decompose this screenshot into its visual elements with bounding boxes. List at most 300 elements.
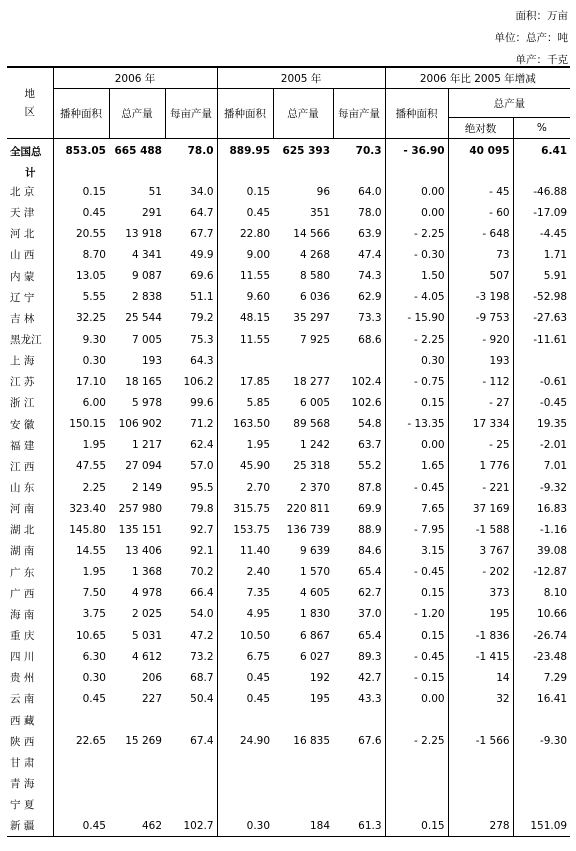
cell-dt: - 202 xyxy=(448,562,513,583)
cell-dp: 19.35 xyxy=(513,414,570,435)
cell-dp: -9.32 xyxy=(513,477,570,498)
cell-da xyxy=(385,773,448,794)
cell-dp: -0.61 xyxy=(513,371,570,392)
table-row xyxy=(7,731,570,752)
cell-da: 0.30 xyxy=(385,350,448,371)
cell-dt: - 648 xyxy=(448,223,513,244)
cell-y06 xyxy=(165,752,217,773)
cell-dp: -11.61 xyxy=(513,329,570,350)
cell-t06: 4 978 xyxy=(131,587,162,600)
cell-a06: 853.05 xyxy=(53,139,109,164)
cell-y06: 79.2 xyxy=(190,312,214,325)
empty-cell xyxy=(513,163,570,181)
cell-t05: 35 297 xyxy=(293,312,331,325)
cell-a06: 10.65 xyxy=(53,625,109,646)
cell-dt: - 25 xyxy=(448,435,513,456)
region-name: 湖 南 xyxy=(10,545,35,558)
region-name: 广 西 xyxy=(10,587,35,600)
cell-y05: 70.3 xyxy=(355,145,382,157)
cell-t06: 106 902 xyxy=(118,418,162,431)
region-name: 辽 宁 xyxy=(10,291,35,304)
cell-da: 0.15 xyxy=(385,625,448,646)
cell-a05: 11.40 xyxy=(217,540,273,561)
cell-a05: 7.35 xyxy=(217,583,273,604)
cell-a05: 11.55 xyxy=(217,329,273,350)
cell-da: - 0.15 xyxy=(385,667,448,688)
empty-cell xyxy=(109,163,165,181)
cell-dt: 3 767 xyxy=(448,540,513,561)
table-row xyxy=(7,604,570,625)
cell-a05: 4.95 xyxy=(217,604,273,625)
table-row xyxy=(7,710,570,731)
cell-t05: 4 268 xyxy=(299,248,331,261)
sown-area-2006-header: 播种面积 xyxy=(53,89,109,139)
table-row xyxy=(7,646,570,667)
region-name: 浙 江 xyxy=(10,397,35,410)
table-row xyxy=(7,308,570,329)
cell-dp: 151.09 xyxy=(513,815,570,837)
cell-da: 7.65 xyxy=(385,498,448,519)
cell-a05: 5.85 xyxy=(217,392,273,413)
cell-t05: 195 xyxy=(309,692,331,705)
cell-t05: 351 xyxy=(309,206,331,219)
cell-a06: 32.25 xyxy=(53,308,109,329)
cell-y06: 68.7 xyxy=(190,671,214,684)
region-name: 云 南 xyxy=(10,693,35,706)
cell-da: - 15.90 xyxy=(385,308,448,329)
region-name: 陕 西 xyxy=(10,735,35,748)
cell-dp: 39.08 xyxy=(513,540,570,561)
cell-da: - 7.95 xyxy=(385,519,448,540)
cell-y06: 71.2 xyxy=(190,418,214,431)
empty-cell xyxy=(53,163,109,181)
cell-dt: - 27 xyxy=(448,392,513,413)
cell-y05 xyxy=(333,710,385,731)
cell-a05: 11.55 xyxy=(217,266,273,287)
table-row xyxy=(7,667,570,688)
cell-t06: 193 xyxy=(141,354,162,367)
empty-cell xyxy=(448,163,513,181)
cell-dp: 16.41 xyxy=(513,688,570,709)
cell-dp xyxy=(513,773,570,794)
cell-da: 0.00 xyxy=(385,181,448,202)
cell-t05: 8 580 xyxy=(299,270,331,283)
cell-y05: 37.0 xyxy=(358,608,382,621)
cell-a06: 0.30 xyxy=(53,667,109,688)
cell-a06: 5.55 xyxy=(53,287,109,308)
cell-da: - 0.45 xyxy=(385,562,448,583)
cell-t06: 2 149 xyxy=(131,481,162,494)
cell-a06: 2.25 xyxy=(53,477,109,498)
cell-t05: 192 xyxy=(309,671,331,684)
table-row xyxy=(7,477,570,498)
cell-t06: 257 980 xyxy=(118,502,162,515)
unit-yield: 单产：千克 xyxy=(515,54,568,66)
cell-da: - 4.05 xyxy=(385,287,448,308)
empty-cell xyxy=(273,163,333,181)
cell-t05: 136 739 xyxy=(286,523,331,536)
table-body xyxy=(7,139,570,837)
cell-y06 xyxy=(165,710,217,731)
cell-y06: 92.1 xyxy=(190,544,214,557)
cell-da: 0.15 xyxy=(385,392,448,413)
cell-a05: 0.45 xyxy=(217,202,273,223)
cell-t06: 462 xyxy=(109,815,165,837)
cell-a05: 163.50 xyxy=(217,414,273,435)
cell-y05: 89.3 xyxy=(358,650,382,663)
cell-a05: 889.95 xyxy=(217,139,273,164)
cell-dt xyxy=(448,794,513,815)
cell-a06: 0.30 xyxy=(53,350,109,371)
cell-da: - 0.45 xyxy=(385,477,448,498)
cell-y06: 67.4 xyxy=(190,735,214,748)
table-row xyxy=(7,752,570,773)
cell-y06: 69.6 xyxy=(190,270,214,283)
cell-dt: - 112 xyxy=(448,371,513,392)
cell-dt: 507 xyxy=(448,266,513,287)
cell-t05: 6 005 xyxy=(299,396,331,409)
table-row xyxy=(7,350,570,371)
cell-dt: 32 xyxy=(448,688,513,709)
cell-a05: 17.85 xyxy=(217,371,273,392)
cell-dp: 10.66 xyxy=(513,604,570,625)
cell-a05: 153.75 xyxy=(217,519,273,540)
cell-a05: 9.00 xyxy=(217,244,273,265)
cell-a05: 315.75 xyxy=(217,498,273,519)
region-name: 河 南 xyxy=(10,503,35,516)
cell-da: 1.65 xyxy=(385,456,448,477)
region-name: 安 徽 xyxy=(10,418,35,431)
table-row xyxy=(7,773,570,794)
cell-da: - 2.25 xyxy=(385,223,448,244)
cell-a05: 2.70 xyxy=(217,477,273,498)
cell-a06: 20.55 xyxy=(53,223,109,244)
cell-a05: 48.15 xyxy=(217,308,273,329)
table-row xyxy=(7,223,570,244)
cell-da: - 0.75 xyxy=(385,371,448,392)
cell-y06: 50.4 xyxy=(190,692,214,705)
cell-dp: 5.91 xyxy=(513,266,570,287)
table-row xyxy=(7,498,570,519)
cell-y06: 49.9 xyxy=(190,248,214,261)
cell-a05: 9.60 xyxy=(217,287,273,308)
table-row xyxy=(7,181,570,202)
cell-y06: 106.2 xyxy=(183,375,214,388)
cell-t05: 6 867 xyxy=(299,629,331,642)
cell-a06: 0.45 xyxy=(53,688,109,709)
cell-dp: -4.45 xyxy=(513,223,570,244)
cell-a05 xyxy=(217,350,273,371)
region-name: 上 海 xyxy=(10,355,35,368)
cell-t06: 227 xyxy=(141,692,162,705)
cell-y05: 62.9 xyxy=(358,291,382,304)
cell-y05: 63.9 xyxy=(358,227,382,240)
cell-da: - 2.25 xyxy=(385,329,448,350)
cell-dt: 73 xyxy=(448,244,513,265)
table-row-continuation xyxy=(7,163,570,181)
yield-2005-header: 每亩产量 xyxy=(333,89,385,139)
cell-a06: 150.15 xyxy=(53,414,109,435)
cell-y06 xyxy=(165,794,217,815)
cell-a05: 0.15 xyxy=(217,181,273,202)
cell-t06: 4 612 xyxy=(131,650,162,663)
cell-dt: 40 095 xyxy=(448,139,513,164)
cell-y06: 66.4 xyxy=(190,587,214,600)
table-row xyxy=(7,794,570,815)
cell-a05: 45.90 xyxy=(217,456,273,477)
empty-cell xyxy=(333,163,385,181)
cell-t05 xyxy=(273,710,333,731)
cell-dp: -23.48 xyxy=(513,646,570,667)
cell-dt: -1 836 xyxy=(448,625,513,646)
cell-t05: 184 xyxy=(273,815,333,837)
cell-a05: 22.80 xyxy=(217,223,273,244)
cell-t05: 7 925 xyxy=(299,333,331,346)
cell-a06: 6.00 xyxy=(53,392,109,413)
cell-da: 1.50 xyxy=(385,266,448,287)
cell-dp xyxy=(513,752,570,773)
cell-t05: 220 811 xyxy=(286,502,331,515)
cell-dp: -2.01 xyxy=(513,435,570,456)
cell-t05 xyxy=(273,773,333,794)
cell-dt: -1 566 xyxy=(448,731,513,752)
cell-t06 xyxy=(109,752,165,773)
cell-a06: 13.05 xyxy=(53,266,109,287)
cell-y05: 42.7 xyxy=(358,671,382,684)
table-row xyxy=(7,392,570,413)
cell-a05: 24.90 xyxy=(217,731,273,752)
cell-y06: 78.0 xyxy=(187,145,214,157)
region-name: 西 藏 xyxy=(10,714,35,727)
cell-da: 0.15 xyxy=(385,815,448,837)
cell-a06: 1.95 xyxy=(53,435,109,456)
cell-a05: 1.95 xyxy=(217,435,273,456)
cell-t05: 4 605 xyxy=(299,587,331,600)
cell-y06 xyxy=(165,773,217,794)
region-name: 新 疆 xyxy=(7,815,53,837)
cell-t05: 18 277 xyxy=(293,375,331,388)
table-row xyxy=(7,456,570,477)
cell-y06: 95.5 xyxy=(190,481,214,494)
cell-da xyxy=(385,794,448,815)
region-name: 贵 州 xyxy=(10,672,35,685)
cell-y06: 51.1 xyxy=(190,291,214,304)
region-name: 山 西 xyxy=(10,249,35,262)
cell-a06: 7.50 xyxy=(53,583,109,604)
cell-da xyxy=(385,710,448,731)
cell-y06: 62.4 xyxy=(190,439,214,452)
cell-da: - 0.30 xyxy=(385,244,448,265)
cell-t06 xyxy=(109,773,165,794)
table-row xyxy=(7,329,570,350)
cell-y05: 61.3 xyxy=(333,815,385,837)
region-name: 广 东 xyxy=(10,566,35,579)
cell-y05: 47.4 xyxy=(358,248,382,261)
cell-y05: 88.9 xyxy=(358,523,382,536)
cell-a06: 3.75 xyxy=(53,604,109,625)
cell-a06: 6.30 xyxy=(53,646,109,667)
cell-t05: 2 370 xyxy=(299,481,331,494)
cell-t05: 625 393 xyxy=(282,145,331,157)
cell-t06: 18 165 xyxy=(125,375,162,388)
cell-a06: 47.55 xyxy=(53,456,109,477)
cell-a06: 22.65 xyxy=(53,731,109,752)
cell-dp: -0.45 xyxy=(513,392,570,413)
region-name: 吉 林 xyxy=(10,312,35,325)
cell-t06: 2 025 xyxy=(131,608,162,621)
cell-t06: 1 217 xyxy=(131,439,162,452)
table-row xyxy=(7,266,570,287)
cell-y06: 70.2 xyxy=(190,566,214,579)
cell-t06: 206 xyxy=(141,671,162,684)
cell-y05: 55.2 xyxy=(358,460,382,473)
cell-dp: 16.83 xyxy=(513,498,570,519)
region-name: 北 京 xyxy=(10,186,35,199)
cell-y05: 63.7 xyxy=(358,439,382,452)
cell-t05: 6 036 xyxy=(299,291,331,304)
region-name: 江 苏 xyxy=(10,376,35,389)
cell-y06: 79.8 xyxy=(190,502,214,515)
sown-area-change-header: 播种面积 xyxy=(385,89,448,139)
cell-a06: 0.15 xyxy=(53,181,109,202)
cell-y06: 102.7 xyxy=(165,815,217,837)
cell-y05: 68.6 xyxy=(358,333,382,346)
cell-y06: 47.2 xyxy=(190,629,214,642)
cell-y05: 43.3 xyxy=(358,692,382,705)
cell-t06: 135 151 xyxy=(118,523,162,536)
cell-t06: 1 368 xyxy=(131,566,162,579)
cell-t05: 9 639 xyxy=(299,544,331,557)
cell-dp: -17.09 xyxy=(513,202,570,223)
cell-y05: 65.4 xyxy=(358,566,382,579)
cell-y05: 64.0 xyxy=(358,185,382,198)
region-name: 天 津 xyxy=(10,207,35,220)
cell-dt: - 60 xyxy=(448,202,513,223)
cell-y06: 64.3 xyxy=(190,354,214,367)
cell-dt: 1 776 xyxy=(448,456,513,477)
cell-y06: 64.7 xyxy=(190,206,214,219)
cell-a05: 0.30 xyxy=(217,815,273,837)
cell-t06: 291 xyxy=(141,206,162,219)
cell-y05 xyxy=(333,752,385,773)
table-row xyxy=(7,414,570,435)
cell-t05: 6 027 xyxy=(299,650,331,663)
cell-t06: 13 918 xyxy=(125,227,162,240)
cell-dp: 7.01 xyxy=(513,456,570,477)
cell-dp: 7.29 xyxy=(513,667,570,688)
cell-t05: 89 568 xyxy=(293,418,331,431)
cell-y06: 99.6 xyxy=(190,396,214,409)
cell-y05 xyxy=(333,350,385,371)
cell-dt: 195 xyxy=(448,604,513,625)
region-name: 山 东 xyxy=(10,482,35,495)
cell-t05: 1 570 xyxy=(299,566,331,579)
cell-y05 xyxy=(333,773,385,794)
cell-da: - 13.35 xyxy=(385,414,448,435)
cell-a06: 1.95 xyxy=(53,562,109,583)
cell-y06: 34.0 xyxy=(190,185,214,198)
cell-y06: 67.7 xyxy=(190,227,214,240)
year-2005-header: 2005 年 xyxy=(217,67,385,89)
cell-a06 xyxy=(53,773,109,794)
cell-y06: 57.0 xyxy=(190,460,214,473)
cell-dt: 17 334 xyxy=(448,414,513,435)
cell-t06: 4 341 xyxy=(131,248,162,261)
unit-total: 单位：总产：吨 xyxy=(494,32,568,44)
cell-dp: -46.88 xyxy=(513,181,570,202)
cell-y05: 84.6 xyxy=(358,544,382,557)
cell-dt: -3 198 xyxy=(448,287,513,308)
cell-da xyxy=(385,752,448,773)
cell-da: 0.15 xyxy=(385,583,448,604)
cell-y05: 78.0 xyxy=(358,206,382,219)
cell-y05: 74.3 xyxy=(358,270,382,283)
cell-y06: 73.2 xyxy=(190,650,214,663)
cell-t05: 16 835 xyxy=(293,735,331,748)
region-name: 全国总 xyxy=(10,145,42,158)
cell-dt xyxy=(448,773,513,794)
cell-dt: 373 xyxy=(448,583,513,604)
region-name: 海 南 xyxy=(10,608,35,621)
cell-y05: 69.9 xyxy=(358,502,382,515)
region-name: 四 川 xyxy=(10,651,35,664)
cell-t06: 9 087 xyxy=(131,270,162,283)
cell-y05: 54.8 xyxy=(358,418,382,431)
cell-t06 xyxy=(109,794,165,815)
cell-t06: 665 488 xyxy=(114,145,162,157)
total-output-2006-header: 总产量 xyxy=(109,89,165,139)
cell-y05: 62.7 xyxy=(358,587,382,600)
cell-y06: 92.7 xyxy=(190,523,214,536)
cell-t06: 2 838 xyxy=(131,291,162,304)
cell-a05 xyxy=(217,710,273,731)
crop-statistics-table xyxy=(7,66,570,837)
cell-y05: 67.6 xyxy=(358,735,382,748)
empty-cell xyxy=(165,163,217,181)
total-output-change-header: 总产量 xyxy=(448,89,570,118)
cell-da: 0.00 xyxy=(385,688,448,709)
cell-a05: 10.50 xyxy=(217,625,273,646)
region-name: 青 海 xyxy=(10,778,35,790)
cell-t06 xyxy=(109,710,165,731)
cell-a05 xyxy=(217,752,273,773)
cell-da: - 1.20 xyxy=(385,604,448,625)
unit-area: 面积：万亩 xyxy=(515,10,568,22)
cell-a06 xyxy=(53,710,109,731)
yield-2006-header: 每亩产量 xyxy=(165,89,217,139)
region-name: 福 建 xyxy=(10,439,35,452)
region-name: 黑龙江 xyxy=(10,334,42,347)
cell-dt: - 920 xyxy=(448,329,513,350)
cell-t06: 25 544 xyxy=(125,312,162,325)
cell-da: 3.15 xyxy=(385,540,448,561)
cell-a06: 0.45 xyxy=(53,815,109,837)
cell-a05 xyxy=(217,773,273,794)
table-row xyxy=(7,815,570,837)
cell-da: - 36.90 xyxy=(385,139,448,164)
cell-a05: 2.40 xyxy=(217,562,273,583)
cell-t05: 1 242 xyxy=(299,439,331,452)
cell-a05 xyxy=(217,794,273,815)
cell-t06: 5 978 xyxy=(131,396,162,409)
cell-t05: 25 318 xyxy=(293,460,331,473)
table-row xyxy=(7,625,570,646)
cell-dp: -9.30 xyxy=(513,731,570,752)
cell-a05: 6.75 xyxy=(217,646,273,667)
cell-da: - 0.45 xyxy=(385,646,448,667)
cell-t06: 5 031 xyxy=(131,629,162,642)
cell-dt: -1 588 xyxy=(448,519,513,540)
